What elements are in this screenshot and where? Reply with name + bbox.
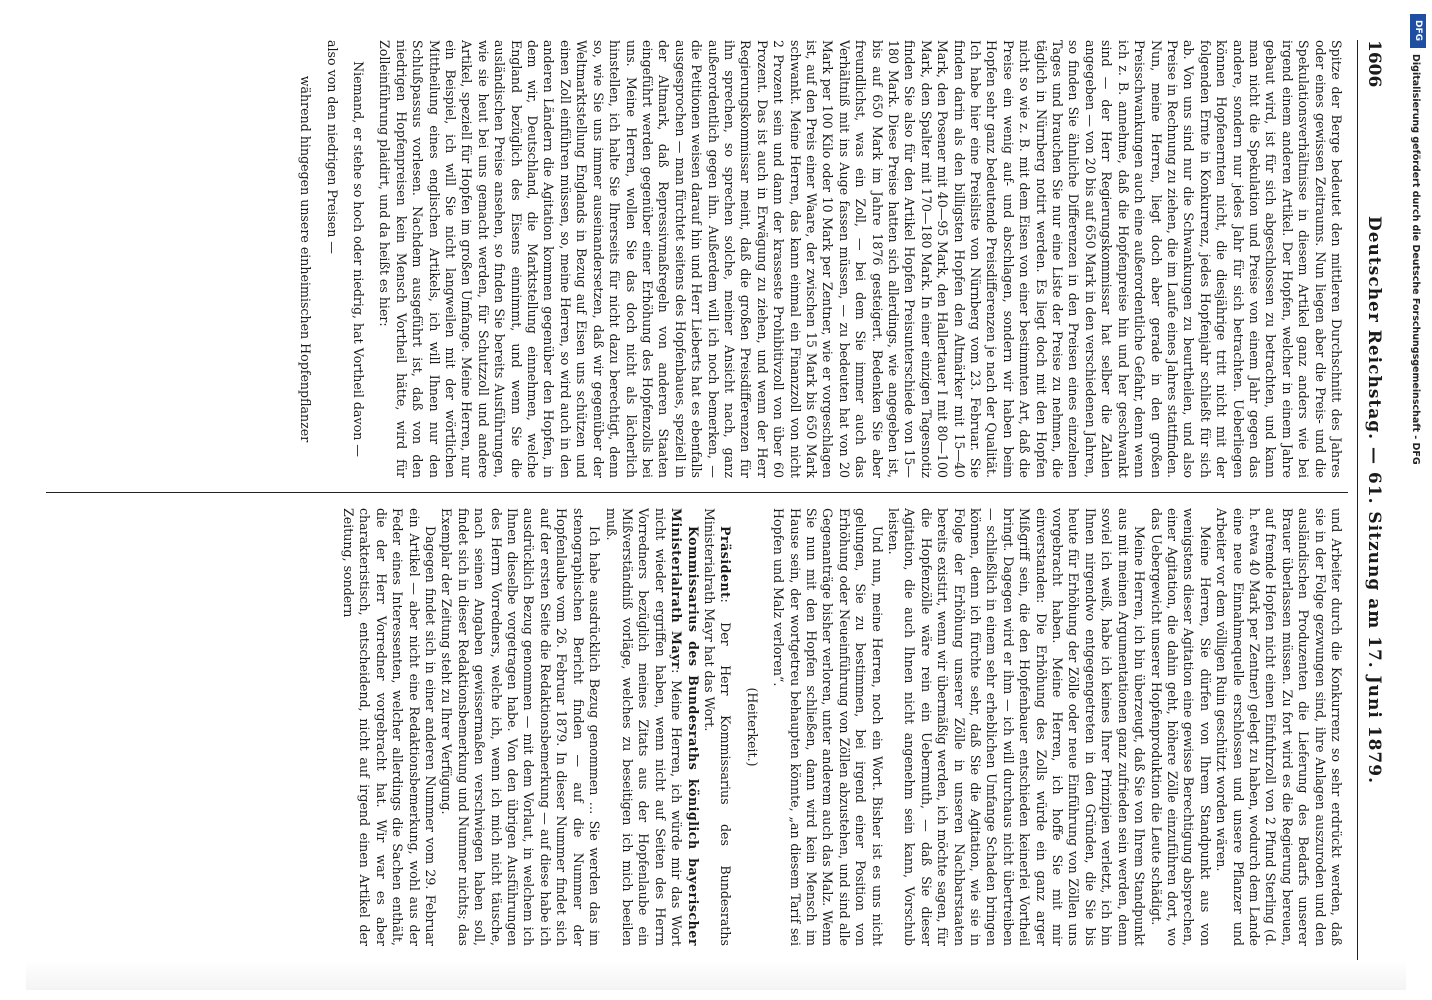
scan-edge-shade [26,960,1406,990]
dfg-logo: DFG [1410,14,1426,48]
right-paragraph-3: Meine Herren, ich bin überzeugt, daß Sie von Ihrem Standpunkt aus mit meinen Argumentationen ganz zufrieden sein werden, denn soviel ich weiß, habe ich keines Ihrer Prinzipien verletzt, ich bin Ihnen nirgendwo entgegengetreten in den Gründen, die Sie bis heute für Erhöhung der Zölle oder neue Einführung von Zöllen uns vorgebracht haben. Meine Herren, ich hoffe Sie mit mir einverstanden: Die Erhöhung des Zolls würde ein ganz arger Mißgriff sein, die den Hopfenbauer entschieden keinerlei Vortheil bringt. Dagegen wird er ihm — ich will durchaus nicht übertreiben — schließlich in einem sehr erheblichen Umfange Schaden bringen können, denn ich fürchte sehr, daß Sie die Agitation, wie sie in Folge der Erhöhung unserer Zölle in unseren Nachbarstaaten bereits existirt, wenn wir übermäßig werden, ich möchte sagen, für die Hopfenzölle wäre rein ein Uebermuth, — daß Sie dieser Agitation, die auch Ihnen nicht angenehm sein kann, Vorschub leisten. [886,508,1148,946]
left-column [36,40,1344,478]
rotated-document-page [26,10,1406,990]
right-column [36,508,1344,946]
digitization-credit: Digitalisierung gefördert durch die Deutsche Forschungsgemeinschaft - DFG [1410,54,1421,465]
president-paragraph: Präsident: Der Herr Kommissarius des Bundesraths Ministerialrath Mayr hat das Wort. [701,508,734,946]
credit-strip [1409,8,1427,992]
page-number: 1606 [1364,40,1384,88]
right-paragraph-1: und Arbeiter durch die Konkurrenz so sehr erdrückt werden, daß sie in der Folge gezwungen sind, ihre Anlagen auszuroden und den ausländischen Produzenten die Lieferung des Bedarfs unserer Brauer überlassen müssen. Zu fort wird es die Regierung bereuen, auf fremde Hopfen nicht einen Einfuhrzoll von 2 Pfund Sterling (d. h. etwa 40 Mark per Zentner) gelegt zu haben, wodurch dem Lande eine neue Einnahmequelle erschlossen und unsere Pflanzer und Arbeiter vor dem völligen Ruin geschützt worden wären. [1214,508,1344,946]
right-paragraph-2: Meine Herren, Sie dürfen von Ihrem Standpunkt aus von wenigstens dieser Agitation eine gewisse Berechtigung absprechen, einer Agitation, die dahin geht, höhere Zölle einzuführen dort, wo das Uebergewicht unserer Hopfenproduktion die Leute schädigt. [1148,508,1213,946]
commissioner-text-1: Meine Herren, ich würde mir das Wort nicht wieder ergriffen haben, wenn nicht auf Seiten des Herrn Vorredners bezüglich meines Zitats aus der Hopfenlaube ein Mißverständniß vorläge, welches zu beseitigen ich mich beeilen muß. [603,508,685,946]
commissioner-paragraph-3: Dagegen findet sich in einer anderen Nummer vom 29. Februar ein Artikel — aber nicht eine Redaktionsbemerkung, wohl aus der Feder eines Interessenten, welcher allerdings die Sachen enthält, die der Herr Vorredner vorgebracht hat. Wir war es aber charakteristisch, entscheidend, nicht auf irgend einen Artikel der Zeitung, sondern [341,508,439,946]
right-paragraph-4: Und nun, meine Herren, noch ein Wort. Bisher ist es uns nicht gelungen, Sie zu bestimmen, bei irgend einer Position von Erhöhung oder Neueinführung von Zöllen abzustehen, und sind alle Gegenanträge bisher verloren, unter anderem auch das Malz. Wenn Sie nun mit den Hopfen schließen, dann wird kein Mensch im Hause sein, der wortgetreu behaupten könnte, „an diesem Tarif sei Hopfen und Malz verloren“. [771,508,885,946]
page-title: Deutscher Reichstag. — 61. Sitzung am 17. Juni 1879. [1364,216,1384,784]
president-text: Der Herr Kommissarius des Bundesraths Ministerialrath Mayr hat das Wort. [701,508,734,946]
left-paragraph-2: also von den niedrigen Preisen — [324,40,340,254]
left-paragraph-1: Spitze der Berge bedeutet den mittleren Durchschnitt des Jahres oder eines gewissen Zeitraums. Nun liegen aber die Preis- und die Spekulationsverhältnisse in diesem Artikel ganz anders wie bei irgend einem anderen Artikel. Der Hopfen, welcher in einem Jahre gebaut wird, ist für sich abgeschlossen zu betrachten, und kann man nicht die Spekulation und Preise von einem Jahr gegen das andere, sondern nur jedes Jahr für sich betrachten. Ueberliegen können Hopfenernten nicht, die diesjährige tritt nicht mit der folgenden Ernte in Konkurrenz, jedes Hopfenjahr schließt für sich ab. Von uns sind nur die Schwankungen zu beurtheilen, und also Preise in Rechnung zu ziehen, die im Laufe eines Jahres stattfinden. Nun, meine Herren, liegt doch aber gerade in den großen Preisschwankungen auch eine außerordentliche Gefahr, denn wenn ich z. B. annehme, daß die Hopfenpreise hin und her geschwankt sind — der Herr Regierungskommissar hat selber die Zahlen angegeben — von 20 bis auf 650 Mark in den verschiedenen Jahren, so finden Sie ähnliche Differenzen in den Preisen eines einzelnen Tages und brauchen Sie nur eine Liste der Preise zu nehmen, die täglich in Nürnberg notirt werden. Es liegt doch mit den Hopfen nicht so wie z. B. mit dem Eisen von einer bestimmten Art, daß die Preise ein wenig auf- und abschlagen, sondern wir haben beim Hopfen sehr ganz bedeutende Preisdifferenzen je nach der Qualität. Ich habe hier eine Preisliste von Nürnberg vom 23. Februar. Sie finden darin als den billigsten Hopfen den Altmärker mit 15—40 Mark, den Posener mit 40—95 Mark, den Hallertauer I mit 80—100 Mark, den Spalter mit 170—180 Mark. In einer einzigen Tagesnotiz finden Sie also für den Artikel Hopfen Preisunterschiede von 15—180 Mark. Diese Preise hatten sich allerdings, wie angegeben ist, bis auf 650 Mark im Jahre 1876 gesteigert. Bedenken Sie aber freundlichst, was ein Zoll, — bei dem Sie immer auch das Verhältniß mit ins Auge fassen müssen, — zu bedeuten hat von 20 Mark per 100 Kilo oder 10 Mark per Zentner, wie er vorgeschlagen ist, auf den Preis einer Waare, der zwischen 15 Mark bis 650 Mark schwankt. Meine Herren, das kann einmal ein Finanzzoll von nicht 2 Prozent sein und dann der krasseste Prohibitivzoll von über 60 Prozent. Das ist auch in Erwägung zu ziehen, und wenn der Herr Regierungskommissar meint, daß die großen Preisdifferenzen für ihn sprechen, so sprechen solche, meiner Ansicht nach, ganz außerordentlich gegen ihn. Außerdem will ich noch bemerken, — die Petitionen weisen darauf hin und Herr Lieberts hat es ebenfalls ausgesprochen — man fürchtet seitens des Hopfenbaues, speziell in der Altmark, daß Repressivmaßregeln von anderen Staaten eingeführt werden gegenüber einer Erhöhung des Hopfenzolls bei uns. Meine Herren, wollen Sie das doch nicht als lächerlich hinstellen, ich halte Sie Ihrerseits für nicht dazu berechtigt, denn so, wie Sie uns immer auseinandersetzen, daß wir gegenüber der Weltmarktstellung Englands in Bezug auf Eisen uns schützen und einen Zoll einführen müssen, so, meine Herren, so wird auch in den anderen Ländern die Agitation kommen gegenüber den Hopfen, in dem wir, Deutschland, die Marktstellung einnehmen, welche England bezüglich des Eisens einnimmt, und wenn Sie die ausländischen Preise ansehen, so finden Sie bereits Ausführungen, wie sie heut bei uns gemacht werden, für Schutzzoll und andere Artikel, speziell für Hopfen im großen Umfange. Meine Herren, nur ein Beispiel, ich will Sie nicht langweilen mit der wörtlichen Mittheilung eines englischen Artikels, ich will Ihnen nur den Schlußpassus vorlesen. Nachdem ausgeführt ist, daß von den niedrigen Hopfenpreisen kein Mensch Vortheil hätte, wird für Zolleinführung plaidirt, und da heißt es hier: [377,40,1344,478]
left-quote-1: Niemand, er stehe so hoch oder niedrig, hat Vortheil davon — [351,61,367,457]
commissioner-label: Kommissarius des Bundesraths königlich bayerischer Ministerialrath Mayr [669,508,701,946]
commissioner-paragraph: Kommissarius des Bundesraths königlich bayerischer Ministerialrath Mayr: Meine Herren, ich würde mir das Wort nicht wieder ergriffen haben, wenn nicht auf Seiten des Herrn Vorredners bezüglich meines Zitats aus der Hopfenlaube ein Mißverständniß vorläge, welches zu beseitigen ich mich beeilen muß. [603,508,701,946]
president-label: Präsident [718,526,734,599]
laughter-note: (Heiterkeit.) [744,687,760,767]
page-header [1357,40,1388,960]
left-quote-2: während hingegen unsere einheimischen Hopfenpflanzer [298,75,314,443]
commissioner-paragraph-2: Ich habe ausdrücklich Bezug genommen … Sie werden das im stenographischen Bericht finden — auf die Nummer der Hopfenlaube vom 26. Februar 1879. In dieser Nummer findet sich auf der ersten Seite die Redaktionsbemerkung — auf diese habe ich ausdrücklich Bezug genommen — mit dem Vorlaut, in welchem ich Ihnen dieselbe vorgetragen habe. Von den übrigen Ausführungen des Herrn Vorredners, welche ich, wenn ich mich nicht täusche, nach seinen Angaben gewissermaßen verschwiegen haben soll, findet sich in dieser Redaktionsbemerkung und Nummer nichts; das Exemplar der Zeitung steht zu Ihrer Verfügung. [439,508,603,946]
column-divider [46,492,1348,493]
